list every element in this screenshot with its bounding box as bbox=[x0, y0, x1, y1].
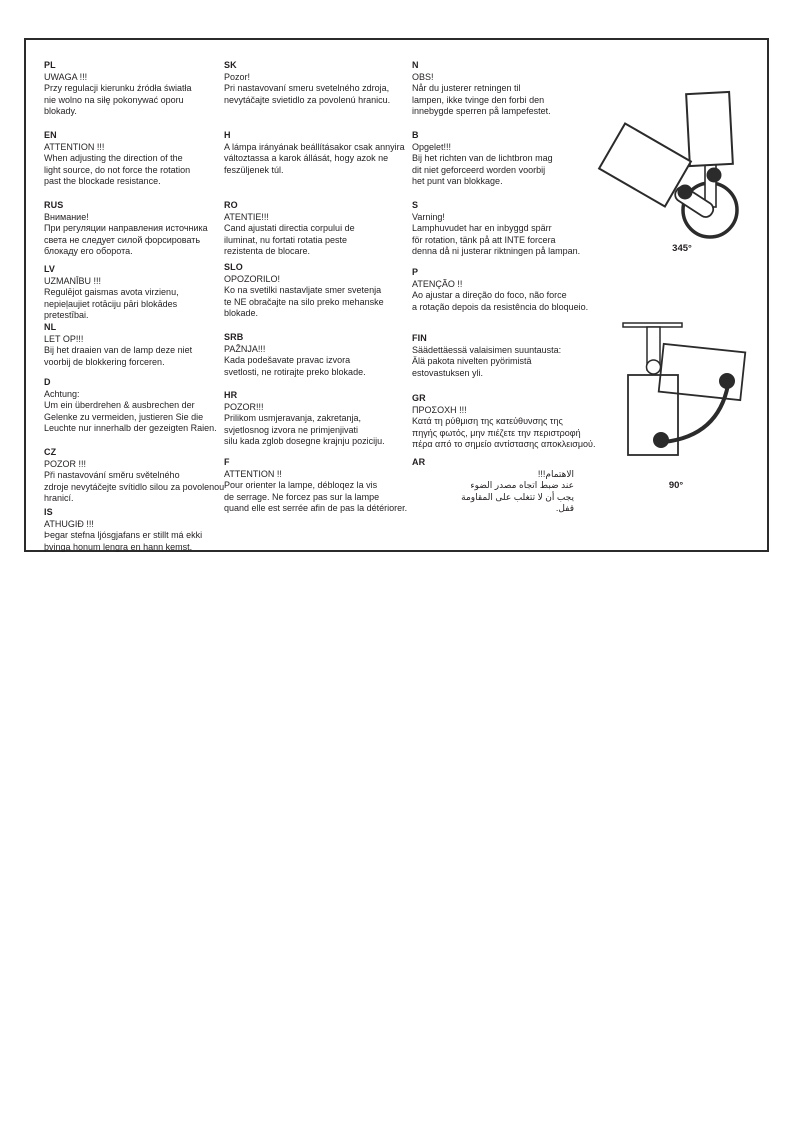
warning-section-en bbox=[44, 130, 190, 188]
language-code: LV bbox=[44, 264, 56, 274]
warning-text-line: hranicí. bbox=[44, 493, 74, 503]
warning-text-line: Ko na svetilki nastavljate smer svetenja bbox=[224, 285, 382, 295]
warning-text-line: quand elle est serrée afin de pas la détériorer. bbox=[224, 503, 408, 513]
warning-text-line: Säädettäessä valaisimen suuntausta: bbox=[412, 344, 562, 355]
warning-text-line: ATTENTION !! bbox=[224, 468, 282, 479]
language-code: CZ bbox=[44, 447, 57, 457]
warning-text-line: ΠΡΟΣΟΧΗ !!! bbox=[412, 404, 467, 415]
language-code: F bbox=[224, 457, 230, 467]
warning-text-line: a rotação depois da resistência do bloqueio. bbox=[412, 301, 589, 312]
warning-section-pl bbox=[44, 60, 192, 118]
warning-text-line: innebygde sperren på lampefestet. bbox=[412, 106, 551, 116]
language-code: NL bbox=[44, 322, 57, 332]
language-code: SLO bbox=[224, 262, 243, 272]
language-code: RUS bbox=[44, 200, 64, 210]
warning-text-line: Bij het richten van de lichtbron mag bbox=[412, 153, 553, 163]
language-code: S bbox=[412, 200, 419, 210]
warning-text-line: nepieļaujiet rotāciju pāri blokādes bbox=[44, 298, 178, 309]
warning-text-line: POZOR !!! bbox=[44, 458, 87, 469]
warning-text-line: OBS! bbox=[412, 71, 434, 82]
joint-dot bbox=[653, 432, 669, 448]
warning-text-line: ATHUGIÐ !!! bbox=[44, 518, 94, 529]
warning-text-line: Při nastavování směru světelného bbox=[44, 470, 180, 480]
content-frame bbox=[24, 38, 769, 552]
warning-text-line: zdroje nevytáčejte svítidlo silou za povolenou bbox=[44, 481, 225, 492]
warning-text-line: Leuchte nur innerhalb der gezeigten Raien. bbox=[44, 423, 217, 433]
warning-section-ar bbox=[412, 457, 574, 515]
language-code: GR bbox=[412, 393, 426, 403]
warning-text-line: ATENÇÃO !! bbox=[412, 278, 463, 289]
warning-text-line: Achtung: bbox=[44, 388, 80, 399]
warning-text-line: voorbij de blokkering forceren. bbox=[44, 356, 165, 367]
warning-text-line: πηγής φωτός, μην πιέζετε την περιστροφή bbox=[412, 427, 581, 438]
warning-section-n bbox=[412, 60, 551, 118]
warning-text-line: estovastuksen yli. bbox=[412, 367, 484, 378]
language-code: PL bbox=[44, 60, 56, 70]
warning-section-h bbox=[224, 130, 405, 176]
warning-text-line: Lamphuvudet har en inbyggd spärr bbox=[412, 223, 552, 233]
warning-text-line: denna då ni justerar riktningen på lampan. bbox=[412, 246, 581, 256]
warning-text-line: Ao ajustar a direção do foco, não force bbox=[412, 290, 567, 300]
warning-text-line: pretestībai. bbox=[44, 310, 89, 320]
warning-section-is bbox=[44, 507, 202, 553]
warning-text-line: light source, do not force the rotation bbox=[44, 164, 191, 175]
warning-section-hr bbox=[224, 390, 385, 448]
warning-text-line: Regulējot gaismas avota virzienu, bbox=[44, 287, 179, 297]
lamp-tilt-diagram bbox=[602, 312, 782, 477]
warning-text-line: te NE obračajte na silo preko mehanske bbox=[224, 296, 384, 307]
language-code: RO bbox=[224, 200, 238, 210]
warning-text-line: Cand ajustati directia corpului de bbox=[224, 223, 355, 233]
warning-text-line: When adjusting the direction of the bbox=[44, 153, 183, 163]
warning-text-line: UZMANĪBU !!! bbox=[44, 275, 102, 286]
warning-text-line: Varning! bbox=[412, 211, 445, 222]
warning-section-b bbox=[412, 130, 553, 188]
lamp-rotation-diagram bbox=[586, 80, 774, 252]
warning-text-line: блокаду его оборота. bbox=[44, 246, 133, 256]
warning-section-rus bbox=[44, 200, 208, 258]
warning-text-line: lampen, ikke tvinge den forbi den bbox=[412, 94, 545, 105]
warning-text-line: Przy regulacji kierunku źródła światła bbox=[44, 83, 192, 93]
warning-section-p bbox=[412, 267, 588, 313]
warning-text-line: PAŽNJA!!! bbox=[224, 343, 266, 354]
warning-text-line: rezistenta de blocare. bbox=[224, 246, 311, 256]
warning-text-line: blokady. bbox=[44, 106, 77, 116]
warning-text-line: LET OP!!! bbox=[44, 333, 84, 344]
warning-text-line: svetlosti, ne rotirajte preko blokade. bbox=[224, 366, 366, 377]
warning-text-line: blokade. bbox=[224, 308, 259, 318]
warning-text-line: Opgelet!!! bbox=[412, 141, 452, 152]
warning-section-nl bbox=[44, 322, 192, 368]
warning-section-gr bbox=[412, 393, 595, 451]
warning-text-line: Внимание! bbox=[44, 211, 89, 222]
language-code: IS bbox=[44, 507, 53, 517]
stem-joint bbox=[647, 360, 661, 374]
warning-text-line: Um ein überdrehen & ausbrechen der bbox=[44, 400, 195, 410]
warning-text-line: При регуляции направления источника bbox=[44, 223, 208, 233]
warning-section-cz bbox=[44, 447, 224, 505]
warning-section-ro bbox=[224, 200, 355, 258]
warning-section-slo bbox=[224, 262, 384, 320]
language-code: HR bbox=[224, 390, 238, 400]
warning-section-d bbox=[44, 377, 217, 435]
warning-text-line: الاهتمام!!! bbox=[537, 468, 574, 479]
warning-text-line: þvinga honum lengra en hann kemst. bbox=[44, 541, 193, 552]
warning-text-line: iluminat, nu fortati rotatia peste bbox=[224, 234, 348, 245]
language-code: B bbox=[412, 130, 419, 140]
joint-dot bbox=[707, 168, 722, 183]
warning-text-line: het punt van blokkage. bbox=[412, 176, 503, 186]
warning-text-line: A lámpa irányának beállításakor csak annyira bbox=[224, 141, 405, 152]
warning-text-line: Prilikom usmjeravanja, zakretanja, bbox=[224, 413, 362, 423]
tilt-angle-label: 90° bbox=[668, 480, 684, 491]
warning-text-line: قفل. bbox=[555, 503, 574, 513]
warning-text-line: de serrage. Ne forcez pas sur la lampe bbox=[224, 491, 380, 502]
warning-section-lv bbox=[44, 264, 179, 322]
language-code: H bbox=[224, 130, 231, 140]
warning-text-line: változtassa a karok állását, hogy azok ne bbox=[224, 153, 389, 163]
warning-text-line: Kada podešavate pravac izvora bbox=[224, 355, 351, 365]
joint-dot bbox=[719, 373, 735, 389]
language-code: AR bbox=[412, 457, 426, 467]
warning-section-fin bbox=[412, 333, 561, 379]
warning-text-line: UWAGA !!! bbox=[44, 71, 88, 82]
warning-text-line: πέρα από το σημείο αντίστασης αποκλεισμού. bbox=[412, 439, 596, 449]
language-code: SRB bbox=[224, 332, 244, 342]
warning-section-s bbox=[412, 200, 580, 258]
language-code: EN bbox=[44, 130, 57, 140]
warning-text-line: света не следует силой форсировать bbox=[44, 234, 201, 245]
text-column-1 bbox=[44, 40, 224, 550]
lamp-head-upright bbox=[686, 92, 733, 166]
warning-text-line: Når du justerer retningen til bbox=[412, 83, 521, 93]
warning-text-line: past the blockade resistance. bbox=[44, 176, 161, 186]
warning-text-line: Κατά τη ρύθμιση της κατεύθυνσης της bbox=[412, 416, 563, 426]
warning-section-f bbox=[224, 457, 407, 515]
warning-text-line: Bij het draaien van de lamp deze niet bbox=[44, 345, 193, 355]
warning-text-line: Älä pakota nivelten pyörimistä bbox=[412, 356, 532, 366]
language-code: SK bbox=[224, 60, 237, 70]
warning-text-line: يجب أن لا تتغلب على المقاومة bbox=[461, 491, 574, 502]
rotation-angle-label: 345° bbox=[672, 243, 692, 254]
warning-text-line: Pour orienter la lampe, débloqez la vis bbox=[224, 480, 378, 490]
language-code: N bbox=[412, 60, 419, 70]
warning-section-srb bbox=[224, 332, 366, 378]
warning-text-line: för rotation, tänk på att INTE forcera bbox=[412, 234, 556, 245]
warning-text-line: silu kada zglob dosegne krajnju poziciju. bbox=[224, 436, 385, 446]
warning-text-line: Þegar stefna ljósgjafans er stillt má ekki bbox=[44, 530, 203, 540]
warning-text-line: Gelenke zu vermeiden, justieren Sie die bbox=[44, 411, 204, 422]
text-column-2 bbox=[224, 40, 409, 550]
warning-text-line: Pri nastavovaní smeru svetelného zdroja, bbox=[224, 83, 390, 93]
language-code: FIN bbox=[412, 333, 427, 343]
warning-text-line: feszüljenek túl. bbox=[224, 164, 284, 175]
warning-text-line: POZOR!!! bbox=[224, 401, 264, 412]
language-code: P bbox=[412, 267, 419, 277]
warning-text-line: Pozor! bbox=[224, 71, 251, 82]
lamp-head-tilted bbox=[659, 344, 746, 400]
warning-text-line: dit niet geforceerd worden voorbij bbox=[412, 164, 546, 175]
warning-text-line: ATENTIE!!! bbox=[224, 211, 269, 222]
warning-text-line: svjetlosnog izvora ne primjenjivati bbox=[224, 424, 359, 435]
joint-dot bbox=[678, 185, 693, 200]
warning-text-line: nie wolno na siłę pokonywać oporu bbox=[44, 94, 184, 105]
warning-section-sk bbox=[224, 60, 390, 106]
warning-text-line: nevytáčajte svietidlo za povolenú hranicu. bbox=[224, 94, 391, 105]
warning-text-line: عند ضبط اتجاه مصدر الضوء bbox=[470, 480, 574, 490]
language-code: D bbox=[44, 377, 51, 387]
warning-text-line: OPOZORILO! bbox=[224, 273, 281, 284]
warning-text-line: ATTENTION !!! bbox=[44, 141, 105, 152]
